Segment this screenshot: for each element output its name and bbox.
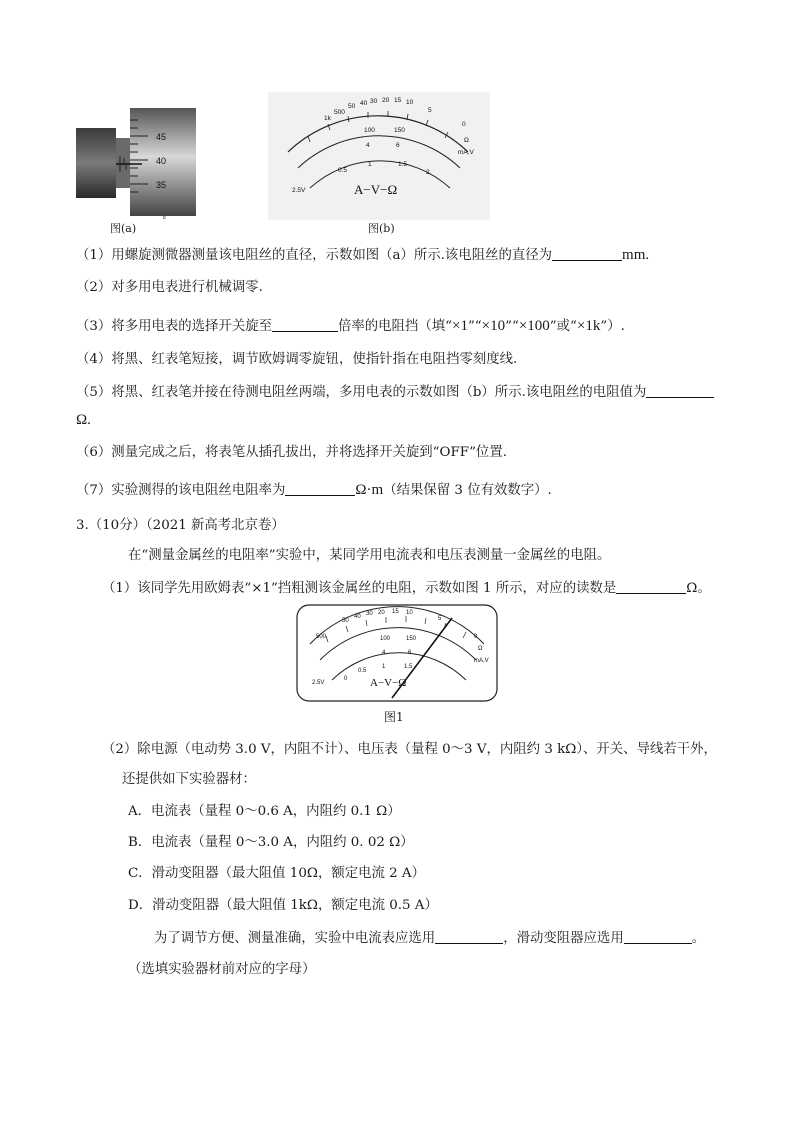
question-4 bbox=[76, 351, 517, 369]
q4-text: （4）将黑、红表笔短接，调节欧姆调零旋钮，使指针指在电阻挡零刻度线. bbox=[76, 352, 518, 367]
unit-mav: mA,V bbox=[458, 149, 474, 156]
micrometer-label-45: 45 bbox=[156, 132, 167, 142]
question-3 bbox=[76, 317, 625, 336]
question-6 bbox=[76, 444, 507, 462]
problem3-note: （选填实验器材前对应的字母） bbox=[128, 962, 316, 977]
ohm-tick-5: 5 bbox=[428, 107, 432, 114]
question-5 bbox=[76, 383, 714, 402]
q1-answer-blank[interactable] bbox=[552, 246, 622, 261]
fig1-label-2.5v: 2.5V bbox=[312, 680, 325, 686]
q7-text-a: （7）实验测得的该电阻丝电阻率为 bbox=[76, 483, 286, 498]
figure-1-caption: 图1 bbox=[384, 710, 404, 724]
q3-sep-1: ”“ bbox=[467, 319, 482, 334]
q6-text: （6）测量完成之后，将表笔从插孔拔出，并将选择开关旋到“OFF”位置. bbox=[76, 445, 507, 460]
q3-sep-2: ”“ bbox=[505, 319, 519, 334]
figure-row-top bbox=[70, 92, 490, 240]
fig1-ac-0: 0 bbox=[344, 676, 348, 682]
dc2-tick-6: 6 bbox=[396, 142, 400, 149]
ammeter-answer-blank[interactable] bbox=[435, 929, 503, 944]
ac-tick-2: 2 bbox=[426, 169, 430, 176]
q5-answer-blank[interactable] bbox=[646, 383, 714, 398]
fig1-ac-1: 1 bbox=[382, 664, 386, 670]
q3-text-b: 倍率的电阻挡（填“ bbox=[338, 319, 452, 334]
q1-unit: mm. bbox=[622, 247, 650, 263]
fig1-dc2-6: 6 bbox=[408, 650, 412, 656]
ohm-tick-0: 0 bbox=[462, 121, 466, 128]
option-b: B．电流表（量程 0～3.0 A，内阻约 0. 02 Ω） bbox=[128, 835, 414, 850]
q7-unit: Ω·m bbox=[355, 482, 384, 498]
problem3-part2-line2: 还提供如下实验器材： bbox=[122, 772, 256, 787]
problem3-select bbox=[154, 929, 705, 948]
fig1-ohm-5: 5 bbox=[438, 616, 442, 622]
multimeter-figure-1 bbox=[296, 604, 498, 702]
unit-omega: Ω bbox=[464, 137, 469, 144]
question-1 bbox=[76, 246, 649, 265]
fig1-unit-omega: Ω bbox=[478, 646, 483, 652]
figure-a-mark: ° bbox=[162, 216, 167, 226]
p1-unit: Ω。 bbox=[686, 581, 711, 596]
ac-tick-0.5: 0.5 bbox=[338, 167, 348, 174]
micrometer-figure bbox=[76, 98, 196, 216]
q5-unit: Ω. bbox=[76, 412, 91, 428]
dc-tick-100: 100 bbox=[364, 127, 375, 134]
fig1-label-avo: A−V−Ω bbox=[370, 677, 407, 689]
ac-tick-1.5: 1.5 bbox=[398, 161, 408, 168]
q7-answer-blank[interactable] bbox=[285, 481, 355, 496]
option-d: D．滑动变阻器（最大阻值 1kΩ，额定电流 0.5 A） bbox=[128, 898, 438, 913]
fig1-dc-100: 100 bbox=[380, 636, 391, 642]
fig1-ohm-30: 30 bbox=[366, 611, 373, 617]
question-7 bbox=[76, 481, 552, 500]
select-text-a: 为了调节方便、测量准确，实验中电流表应选用 bbox=[154, 931, 436, 946]
ohm-tick-15: 15 bbox=[394, 97, 402, 104]
q3-text-c: ”）. bbox=[600, 319, 625, 334]
option-c: C．滑动变阻器（最大阻值 10Ω，额定电流 2 A） bbox=[128, 866, 425, 881]
question-2 bbox=[76, 279, 263, 297]
q3-option-3: ×100 bbox=[518, 318, 550, 334]
ohm-tick-30: 30 bbox=[370, 98, 378, 105]
q3-answer-blank[interactable] bbox=[272, 317, 338, 332]
q5-text: （5）将黑、红表笔并接在待测电阻丝两端，多用电表的示数如图（b）所示.该电阻丝的电阻值为 bbox=[76, 385, 647, 400]
ohm-tick-20: 20 bbox=[382, 97, 390, 104]
fig1-dc-150: 150 bbox=[406, 636, 417, 642]
ohm-tick-10: 10 bbox=[406, 99, 414, 106]
q3-option-4: ×1k bbox=[576, 318, 601, 334]
label-avo: A−V−Ω bbox=[354, 182, 398, 197]
q7-text-b: （结果保留 3 位有效数字）. bbox=[383, 483, 552, 498]
multimeter-dial-b bbox=[268, 92, 490, 220]
q3-option-2: ×10 bbox=[481, 318, 506, 334]
ohm-tick-50: 50 bbox=[348, 103, 356, 110]
fig1-ohm-20: 20 bbox=[378, 610, 385, 616]
figure-a-caption: 图(a) bbox=[110, 222, 137, 235]
fig1-ohm-50: 50 bbox=[342, 618, 349, 624]
select-text-b: ，滑动变阻器应选用 bbox=[503, 931, 624, 946]
p1-answer-blank[interactable] bbox=[616, 579, 686, 594]
fig1-ohm-40: 40 bbox=[354, 614, 361, 620]
q3-sep-3: ”或“ bbox=[549, 319, 577, 334]
fig1-ohm-10: 10 bbox=[406, 610, 413, 616]
ohm-tick-40: 40 bbox=[360, 100, 368, 107]
fig1-ohm-500: 500 bbox=[316, 634, 327, 640]
fig1-dc2-4: 4 bbox=[382, 650, 386, 656]
dc-tick-150: 150 bbox=[394, 127, 405, 134]
micrometer-label-35: 35 bbox=[156, 180, 167, 190]
q1-text: （1）用螺旋测微器测量该电阻丝的直径，示数如图（a）所示.该电阻丝的直径为 bbox=[76, 248, 553, 263]
ohm-tick-1k: 1k bbox=[324, 115, 331, 122]
problem3-header: 3.（10分）（2021 新高考北京卷） bbox=[76, 518, 285, 533]
select-text-c: 。 bbox=[691, 931, 706, 946]
q3-option-1: ×1 bbox=[451, 318, 468, 334]
ohm-tick-500: 500 bbox=[334, 109, 345, 116]
fig1-unit-mav: mA,V bbox=[474, 658, 489, 664]
q2-text: （2）对多用电表进行机械调零. bbox=[76, 280, 263, 295]
option-a: A．电流表（量程 0～0.6 A，内阻约 0.1 Ω） bbox=[128, 804, 401, 819]
figure-b-caption: 图(b) bbox=[368, 222, 395, 235]
fig1-ac-1.5: 1.5 bbox=[404, 664, 413, 670]
rheostat-answer-blank[interactable] bbox=[624, 929, 692, 944]
label-2.5v: 2.5V bbox=[292, 187, 306, 194]
fig1-ac-0.5: 0.5 bbox=[358, 668, 367, 674]
ac-tick-1: 1 bbox=[368, 161, 372, 168]
p1-text: （1）该同学先用欧姆表“×1”挡粗测该金属丝的电阻，示数如图 1 所示，对应的读数是 bbox=[102, 581, 617, 596]
dc2-tick-4: 4 bbox=[366, 142, 370, 149]
fig1-ohm-0: 0 bbox=[474, 634, 478, 640]
problem3-part2-line1: （2）除电源（电动势 3.0 V，内阻不计）、电压表（量程 0～3 V，内阻约 3 kΩ）、开关、导线若干外， bbox=[102, 742, 717, 757]
micrometer-label-40: 40 bbox=[156, 156, 167, 166]
problem3-part1 bbox=[102, 579, 711, 598]
q3-text-a: （3）将多用电表的选择开关旋至 bbox=[76, 319, 272, 334]
problem3-intro: 在“测量金属丝的电阻率”实验中，某同学用电流表和电压表测量一金属丝的电阻。 bbox=[128, 548, 611, 563]
fig1-ohm-15: 15 bbox=[392, 609, 399, 615]
